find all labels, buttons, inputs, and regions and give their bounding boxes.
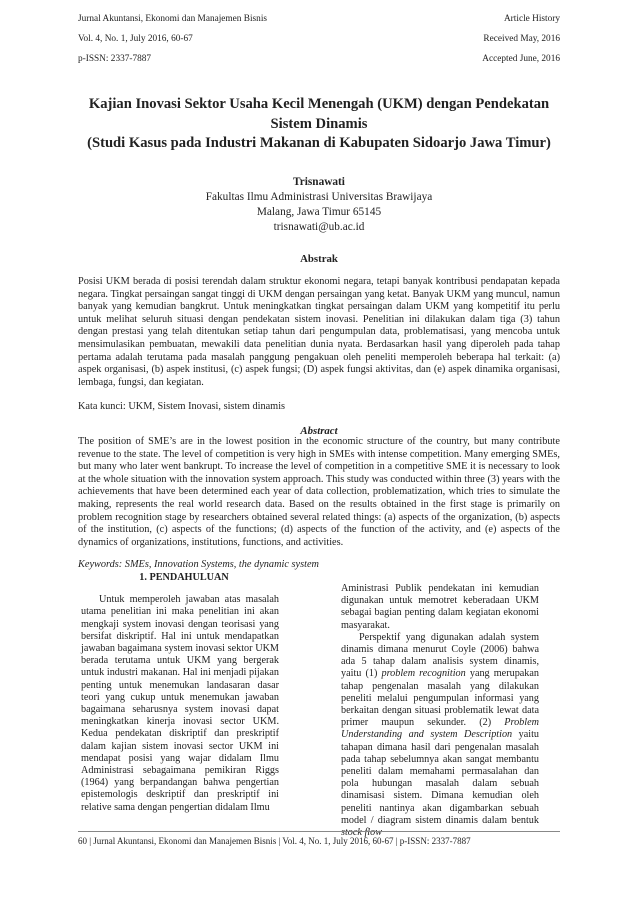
para2-text-b: yang merupakan tahap pengenalan masalah yang dilakukan peneliti melalui pengumpulan informasi yang berkaitan dengan situasi problematik lewat data primer maupun sekunder. (2) [341, 668, 540, 729]
para2-italic-1: problem recognition [381, 668, 466, 680]
para2-text-a: Perspektif yang digunakan adalah system dinamis dimana menurut Coyle (2006) bahwa ada 5 tahap dalam analisis system dinamis, yaitu (1) [341, 631, 539, 680]
para2-text-c: yaitu tahapan dimana hasil dari pengenalan masalah pada tahap sebelumnya akan sangat membantu peneliti dalam memahami permasalahan dan pola hubungan masalah dalam sebuah dinamisasi sistem. Dimana kemudian oleh peneliti nantinya akan digambarkan sebuah model / diagram sistem dinamis dalam bentuk [341, 729, 539, 826]
author-city: Malang, Jawa Timur 65145 [256, 206, 382, 218]
history-label: Article History [503, 14, 560, 24]
right-paragraph-1: Aministrasi Publik pendekatan ini kemudian digunakan untuk memotret keberadaan UKM sebagai bagian penting dalam kegiatan ekonomi masyarakat. [341, 583, 539, 631]
title-line-1: Kajian Inovasi Sektor Usaha Kecil Menengah (UKM) dengan Pendekatan [88, 96, 550, 112]
para2-italic-3: stock flow [341, 827, 383, 839]
author-name: Trisnawati [293, 176, 345, 188]
journal-issn: p-ISSN: 2337-7887 [78, 54, 152, 64]
title-line-2: Sistem Dinamis [270, 115, 368, 132]
intro-paragraph: Untuk memperoleh jawaban atas masalah utama penelitian ini maka penelitian ini akan mengkaji system inovasi dengan teorisasi yang bersifat diskriptif. Hal ini untuk mendapatkan jawaban bagaimana system inovasi sektor UKM berada terutama untuk UKM yang bergerak untuk industri makanan. Hal ini menjadi pijakan penting untuk menemukan landasaran dasar teori yang cukup untuk menemukan jawaban bagaimana seharusnya system inovasi dapat meningkatkan kinerja inovasi sector UKM. Kedua pendekatan diskriptif dan preskriptif dalam kajian sistem inovasi sector UKM ini mendapat posisi yang wajar didalam Ilmu Administrasi sebagaimana pemikiran Riggs (1964) yang berpandangan bahwa pengertian epistemologis deskriptif dan preskriptif ini relative sama dengan pengertian didalam Ilmu [81, 594, 279, 813]
footer-rule [78, 831, 560, 832]
article-history [482, 12, 560, 72]
abstrak-heading: Abstrak [300, 253, 338, 265]
section-heading: 1. PENDAHULUAN [139, 572, 229, 583]
title-line-3: (Studi Kasus pada Industri Makanan di Kabupaten Sidoarjo Jawa Timur) [87, 135, 551, 151]
author-block [60, 175, 578, 235]
abstract-heading: Abstract [300, 425, 338, 437]
author-affiliation: Fakultas Ilmu Administrasi Universitas Brawijaya [205, 191, 433, 203]
received-date: Received May, 2016 [483, 34, 560, 44]
page-footer: 60 | Jurnal Akuntansi, Ekonomi dan Manajemen Bisnis | Vol. 4, No. 1, July 2016, 60-67 | p-ISSN: 2337-7887 [78, 836, 471, 846]
abstrak-text: Posisi UKM berada di posisi terendah dalam struktur ekonomi negara, tetapi banyak kontribusi pendapatan kepada negara. Tingkat persaingan sangat tinggi di UKM dengan persaingan yang ketat. Banyak UKM yang muncul, namun banyak yang kemudian bangkrut. Untuk meningkatkan tingkat persaingan dalam UKM yang kompetitif itu perlu untuk melihat seluruh situasi dengan pendekatan sistem inovasi. Penelitian ini dilakukan dalam tiga (3) tahun dengan prestasi yang telah ditentukan setiap tahun dari pengumpulan data, problematisasi, yang mencoba untuk mensimulasikan pembuatan, mewakili data penelitian dunia nyata. Berdasarkan hasil yang diperoleh pada tahap pertama adalah terutama pada masalah panggung pengakuan oleh peneliti memperoleh beberapa hal terkait: (a) aspek organisasi, (b) aspek institusi, (c) aspek fungsi; (D) aspek fungsi aktivitas, dan (e) aspek dinamika organisasi, lembaga, fungsi, dan kegiatan. [78, 276, 560, 388]
abstract-keywords: Keywords: SMEs, Innovation Systems, the dynamic system [78, 559, 319, 570]
left-column [81, 572, 279, 814]
journal-name: Jurnal Akuntansi, Ekonomi dan Manajemen Bisnis [78, 14, 268, 24]
paper-title [60, 95, 578, 154]
abstract-text: The position of SME’s are in the lowest position in the economic structure of the country, but many contribute revenue to the state. The level of competition is very high in SMEs with intense competition. Many emerging SMEs, but many who later went bankrupt. To increase the level of competition in a competitive SME it is necessary to look at the whole situation with the innovation system approach. This study was conducted within three (3) years with the achievements that have been determined each year of data collection, problematization, which tries to simulate the making, represents the real world research data. Based on the results obtained in the first stage is primarily on problem recognition stage by researchers obtained several related things: (a) aspects of the organization, (b) aspects of the institution, (c) aspects of the functions; (d) aspects of the function of the activity, and (e) aspects of the dynamics of organizations, institutions, functions, and activities. [78, 436, 560, 548]
para2-italic-2: Problem Understanding and system Description [341, 717, 539, 741]
abstrak-keywords: Kata kunci: UKM, Sistem Inovasi, sistem dinamis [78, 401, 286, 412]
accepted-date: Accepted June, 2016 [482, 54, 560, 64]
right-paragraph-2 [341, 632, 539, 839]
right-column [341, 583, 539, 839]
author-email: trisnawati@ub.ac.id [273, 221, 365, 233]
journal-volume: Vol. 4, No. 1, July 2016, 60-67 [78, 34, 193, 44]
journal-header [78, 12, 267, 72]
